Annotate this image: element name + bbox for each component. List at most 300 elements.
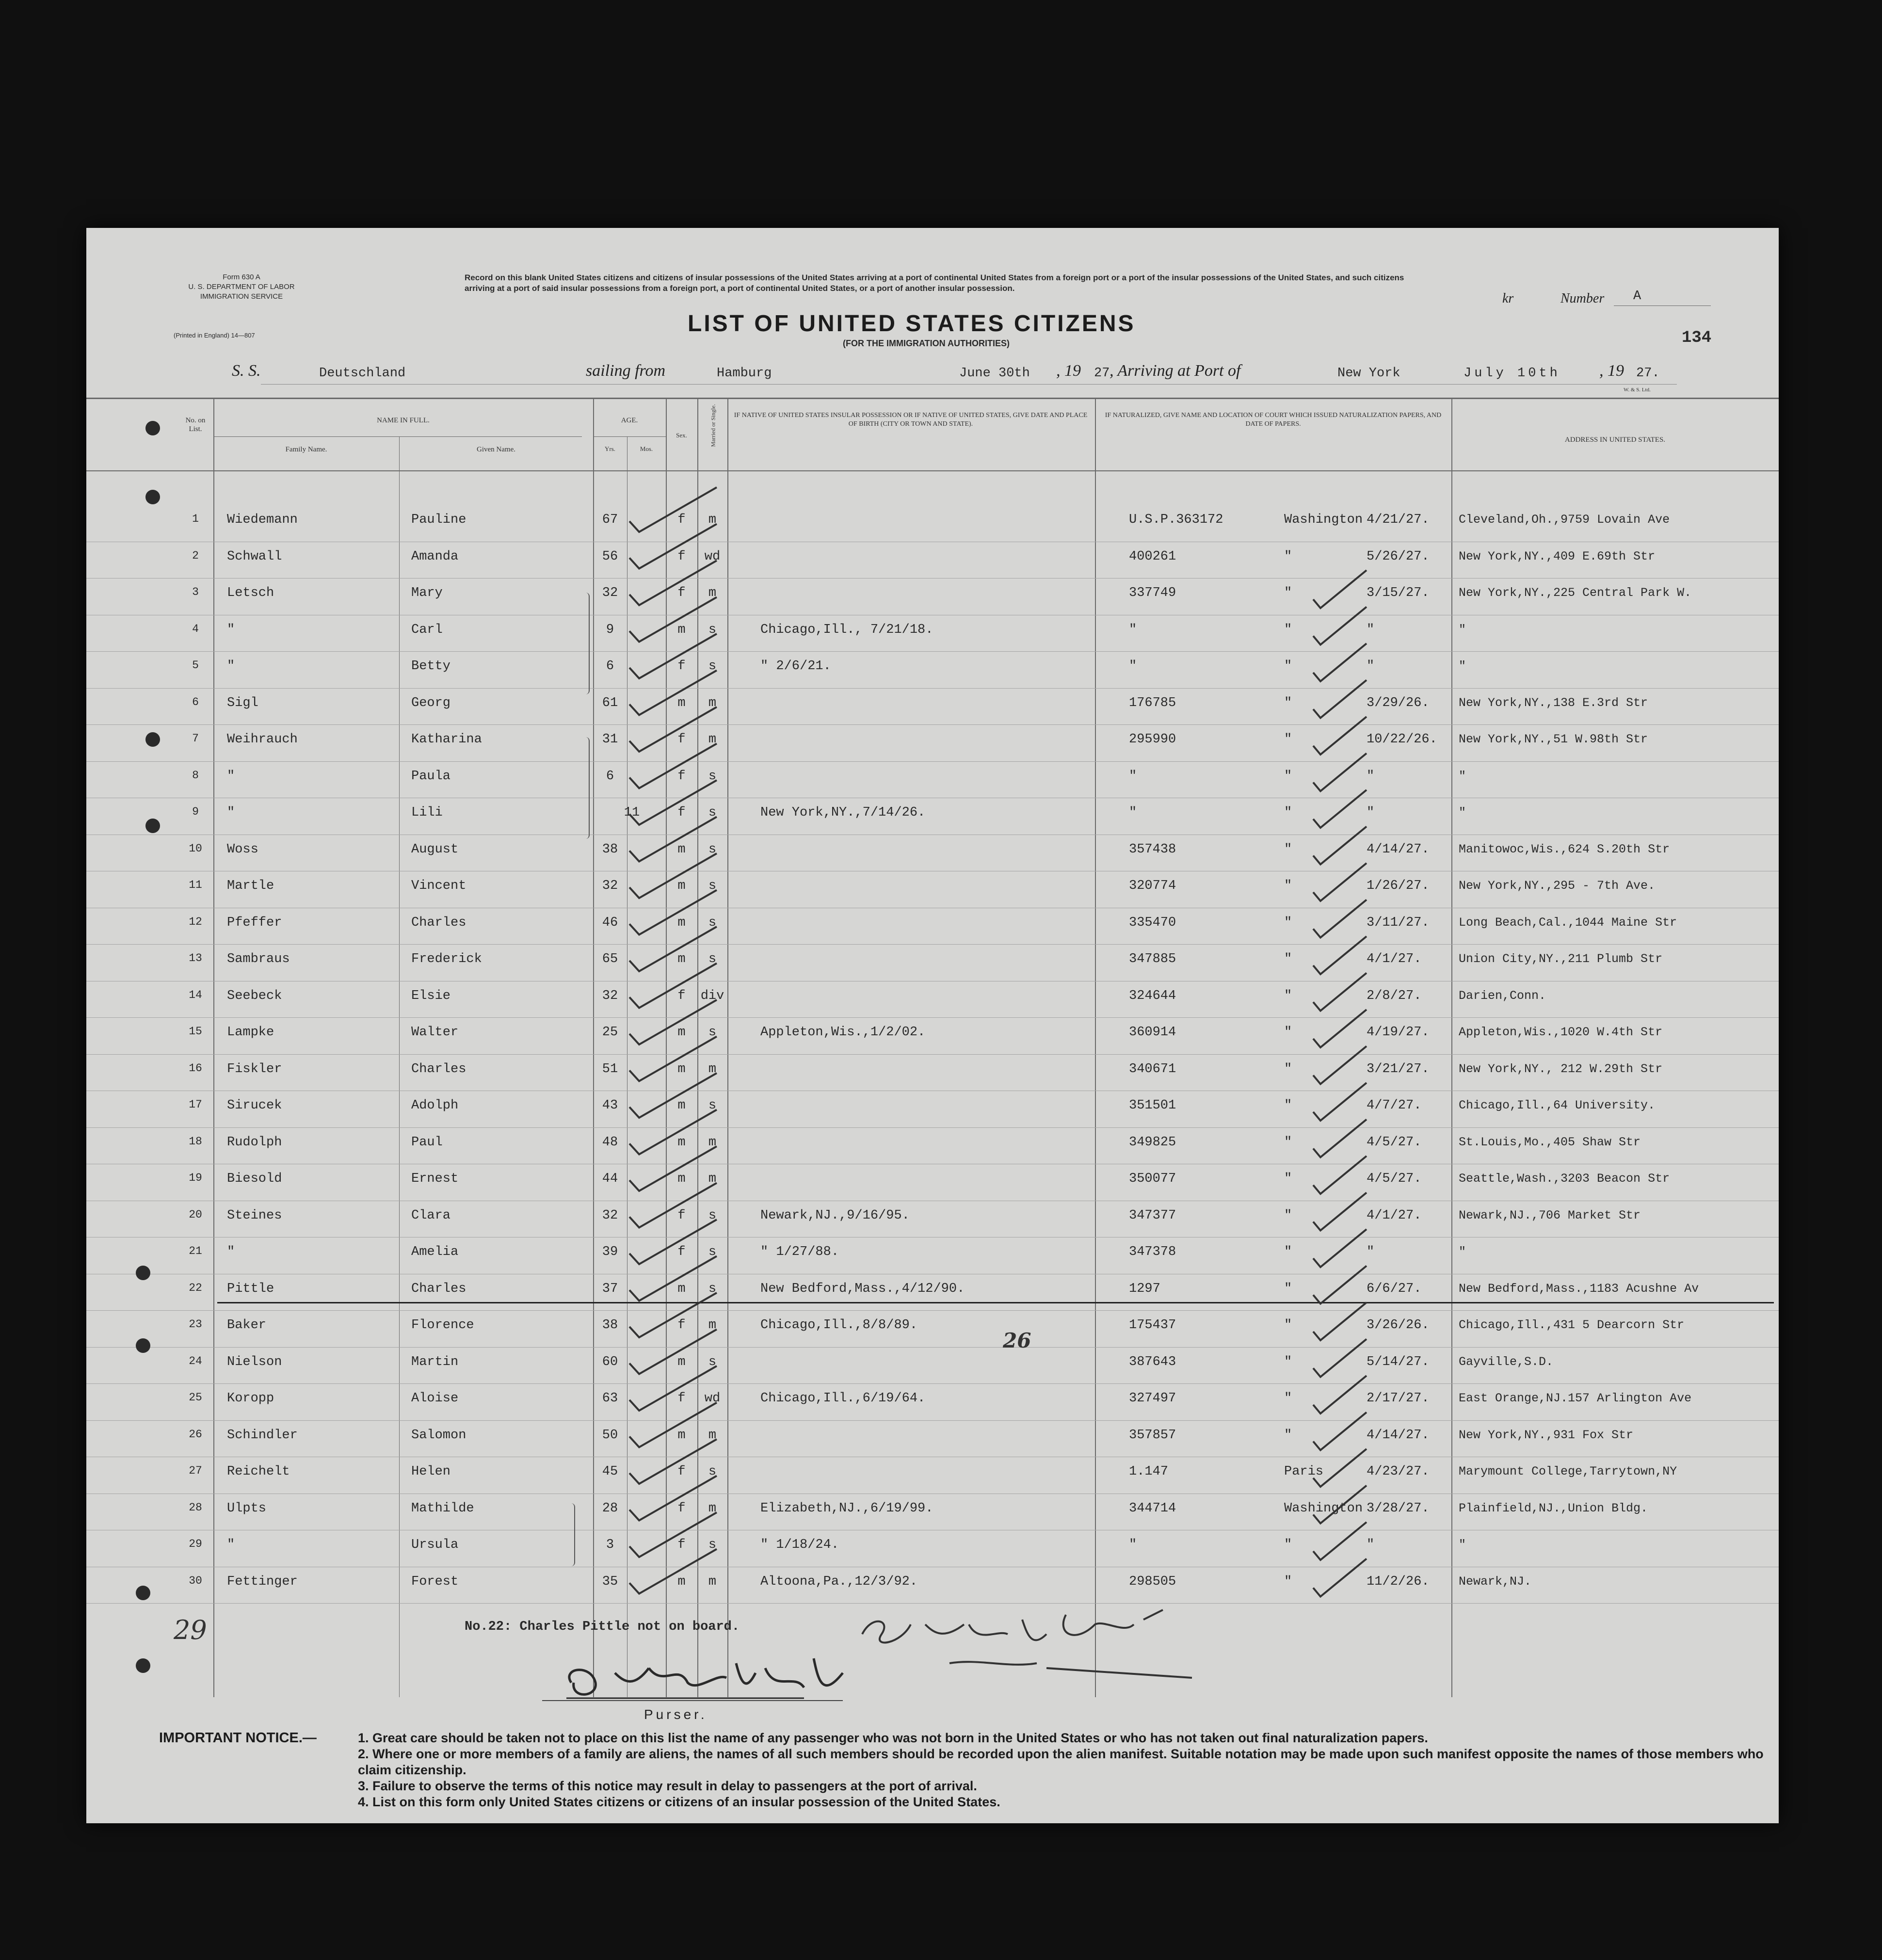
list-number: 15 [189,1025,202,1038]
list-number: 23 [189,1318,202,1331]
sex: f [677,586,686,600]
naturalization-paper: U.S.P.363172 [1129,513,1223,527]
naturalization-court: " [1284,732,1292,747]
punch-hole [145,490,160,504]
marital-status: m [708,1574,717,1589]
kr-mark: kr [1502,291,1514,306]
given-name: Salomon [411,1428,466,1443]
naturalization-date: 3/28/27. [1367,1501,1430,1516]
family-name: Rudolph [227,1135,282,1150]
given-name: Carl [411,622,443,637]
check-stroke [1313,607,1367,645]
marital-status: m [708,732,717,747]
sex: f [677,1208,686,1223]
age-years: 32 [602,1208,618,1223]
family-name: Sirucek [227,1098,282,1113]
check-stroke [1313,680,1367,718]
naturalization-court: " [1284,1135,1292,1150]
sail-year: 27 [1094,366,1110,381]
header-address: ADDRESS IN UNITED STATES. [1564,436,1666,444]
family-name: Biesold [227,1172,282,1186]
check-stroke [1313,827,1367,865]
naturalization-paper: 347377 [1129,1208,1176,1223]
naturalization-date: " [1367,622,1375,637]
naturalization-date: 2/8/27. [1367,988,1422,1003]
family-name: Pittle [227,1281,274,1296]
check-stroke [629,487,717,532]
purser-signature [552,1654,862,1707]
marital-status: s [708,1025,717,1040]
family-bracket-letsch [586,593,590,694]
age-years: 38 [602,1318,618,1333]
us-address: East Orange,NJ.157 Arlington Ave [1459,1391,1692,1405]
page-title: LIST OF UNITED STATES CITIZENS [688,311,1136,337]
given-name: Paula [411,769,451,784]
page-number: 134 [1682,329,1712,347]
naturalization-date: " [1367,805,1375,820]
header-yrs: Yrs. [604,445,616,452]
check-stroke [1313,717,1367,755]
naturalization-paper: 1297 [1129,1281,1160,1296]
given-name: Ernest [411,1172,459,1186]
important-notice-label: IMPORTANT NOTICE.— [159,1730,317,1746]
sex: m [677,1098,686,1113]
naturalization-paper: 320774 [1129,879,1176,893]
us-address: Long Beach,Cal.,1044 Maine Str [1459,915,1677,930]
marital-status: m [708,1135,717,1150]
naturalization-court: " [1284,1574,1292,1589]
marital-status: s [708,1354,717,1369]
marital-status: s [708,1098,717,1113]
arrival-port: New York [1337,366,1400,381]
us-address: New York,NY.,409 E.69th Str [1459,549,1656,563]
sex: m [677,915,686,930]
list-number: 12 [189,915,202,928]
us-address: Chicago,Ill.,431 5 Dearcorn Str [1459,1318,1685,1332]
marital-status: m [708,695,717,710]
us-address: Seattle,Wash.,3203 Beacon Str [1459,1172,1670,1186]
naturalization-paper: 360914 [1129,1025,1176,1040]
marital-status: s [708,1208,717,1223]
header-name-in-full: NAME IN FULL. [377,417,430,424]
sex: m [677,1354,686,1369]
check-marks [86,228,1779,1823]
age-years: 39 [602,1245,618,1259]
age-years: 28 [602,1501,618,1516]
notice-item-1: 1. Great care should be taken not to place on this list the name of any passenger who was not born in the United States or who has not taken out final naturalization papers. [358,1731,1428,1745]
age-years: 67 [602,513,618,527]
given-name: Elsie [411,988,451,1003]
marital-status: m [708,1172,717,1186]
naturalization-paper: 357857 [1129,1428,1176,1443]
us-address: New York,NY.,931 Fox Str [1459,1428,1634,1442]
naturalization-paper: 176785 [1129,695,1176,710]
header-naturalized: IF NATURALIZED, GIVE NAME AND LOCATION OF COURT WHICH ISSUED NATURALIZATION PAPERS, AND DATE OF PAPERS. [1105,412,1442,428]
given-name: Adolph [411,1098,459,1113]
naturalization-paper: 1.147 [1129,1464,1169,1479]
family-name: Weihrauch [227,732,298,747]
us-address: New York,NY.,51 W.98th Str [1459,732,1648,746]
sex: m [677,1061,686,1076]
naturalization-date: 11/2/26. [1367,1574,1430,1589]
age-years: 63 [602,1391,618,1406]
check-stroke [1313,1156,1367,1194]
given-name: Frederick [411,952,482,966]
given-name: Vincent [411,879,466,893]
sex: f [677,805,686,820]
given-name: Charles [411,1061,466,1076]
naturalization-court: " [1284,622,1292,637]
list-number: 17 [189,1098,202,1111]
naturalization-paper: 387643 [1129,1354,1176,1369]
age-years: 6 [606,659,614,674]
age-years: 48 [602,1135,618,1150]
naturalization-court: " [1284,988,1292,1003]
naturalization-date: 10/22/26. [1367,732,1437,747]
us-address: Chicago,Ill.,64 University. [1459,1098,1656,1112]
naturalization-court: " [1284,1245,1292,1259]
check-stroke [1313,1302,1367,1340]
age-years: 60 [602,1354,618,1369]
manifest-sheet [86,228,1779,1823]
us-address: Union City,NY.,211 Plumb Str [1459,952,1663,966]
naturalization-court: " [1284,549,1292,564]
sex: f [677,1538,686,1552]
naturalization-court: " [1284,1061,1292,1076]
age-years: 32 [602,988,618,1003]
list-number: 5 [192,659,199,672]
us-address: New York,NY.,138 E.3rd Str [1459,695,1648,710]
marital-status: s [708,1245,717,1259]
family-name: Koropp [227,1391,274,1406]
check-stroke [1313,1120,1367,1157]
naturalization-court: " [1284,586,1292,600]
us-address: Cleveland,Oh.,9759 Lovain Ave [1459,513,1670,527]
list-number: 10 [189,842,202,855]
age-years: 3 [606,1538,614,1552]
naturalization-paper: 400261 [1129,549,1176,564]
header-birth: IF NATIVE OF UNITED STATES INSULAR POSSESSION OR IF NATIVE OF UNITED STATES, GIVE DATE AND PLACE OF BIRTH (CITY OR TOWN AND STATE). [734,412,1088,428]
age-years: 51 [602,1061,618,1076]
given-name: Pauline [411,513,466,527]
punch-hole [145,421,160,435]
punch-hole [145,819,160,833]
naturalization-court: " [1284,659,1292,674]
given-name: Lili [411,805,443,820]
naturalization-paper: 347378 [1129,1245,1176,1259]
page-subtitle: (FOR THE IMMIGRATION AUTHORITIES) [843,338,1010,348]
sex: m [677,1025,686,1040]
us-address: St.Louis,Mo.,405 Shaw Str [1459,1135,1641,1149]
given-name: Charles [411,915,466,930]
birth-place-date: " 1/18/24. [760,1538,839,1552]
given-name: Georg [411,695,451,710]
age-years: 37 [602,1281,618,1296]
sex: m [677,842,686,857]
sex: f [677,732,686,747]
naturalization-court: " [1284,1098,1292,1113]
marital-status: m [708,586,717,600]
sail-date: June 30th [959,366,1030,381]
naturalization-paper: 324644 [1129,988,1176,1003]
age-years: 61 [602,695,618,710]
family-name: Wiedemann [227,513,298,527]
list-number: 27 [189,1464,202,1477]
marital-status: s [708,915,717,930]
naturalization-paper: 175437 [1129,1318,1176,1333]
family-bracket-ulpts [571,1503,575,1566]
age-years: 65 [602,952,618,966]
age-years: 32 [602,586,618,600]
marital-status: s [708,952,717,966]
list-number: 29 [189,1538,202,1550]
naturalization-court: Washington [1284,1501,1363,1516]
family-name: Sambraus [227,952,290,966]
marital-status: s [708,769,717,784]
given-name: Martin [411,1354,459,1369]
naturalization-paper: 347885 [1129,952,1176,966]
us-address: " [1459,805,1466,819]
marital-status: s [708,1464,717,1479]
naturalization-paper: 351501 [1129,1098,1176,1113]
given-name: Amanda [411,549,459,564]
naturalization-date: 4/1/27. [1367,1208,1422,1223]
sex: f [677,659,686,674]
us-address: " [1459,1538,1466,1552]
list-number: 26 [189,1428,202,1441]
not-on-board-note: No.22: Charles Pittle not on board. [465,1620,740,1634]
naturalization-date: " [1367,1538,1375,1552]
list-number: 28 [189,1501,202,1514]
family-name: " [227,1538,235,1552]
marital-status: m [708,1061,717,1076]
given-name: August [411,842,459,857]
ss-label: S. S. [232,362,261,380]
us-address: Appleton,Wis.,1020 W.4th Str [1459,1025,1663,1039]
naturalization-date: " [1367,1245,1375,1259]
family-name: Fettinger [227,1574,298,1589]
header-mos: Mos. [640,445,653,452]
form-number: Form 630 A [223,273,260,281]
naturalization-court: " [1284,1281,1292,1296]
naturalization-paper: 357438 [1129,842,1176,857]
notice-item-3: 3. Failure to observe the terms of this notice may result in delay to passengers at the port of arrival. [358,1779,977,1793]
header-sex: Sex. [676,432,687,439]
age-years: 31 [602,732,618,747]
family-name: Schindler [227,1428,298,1443]
us-address: New York,NY.,295 - 7th Ave. [1459,879,1656,893]
check-stroke [1313,863,1367,901]
family-name: Nielson [227,1354,282,1369]
marital-status: s [708,622,717,637]
family-name: " [227,659,235,674]
marital-status: div [700,988,724,1003]
naturalization-court: " [1284,952,1292,966]
marital-status: s [708,879,717,893]
family-name: " [227,769,235,784]
family-name: Seebeck [227,988,282,1003]
header-family-name: Family Name. [285,446,327,453]
marital-status: s [708,805,717,820]
notice-item-4: 4. List on this form only United States citizens or citizens of an insular possession of the United States. [358,1795,1000,1809]
check-stroke [1313,1486,1367,1524]
us-address: Newark,NJ. [1459,1574,1532,1589]
family-name: Martle [227,879,274,893]
us-address: Newark,NJ.,706 Market Str [1459,1208,1641,1222]
arrival-year: 27. [1636,366,1660,381]
us-address: " [1459,769,1466,783]
check-stroke [1313,1339,1367,1377]
punch-hole [136,1658,150,1673]
naturalization-paper: 337749 [1129,586,1176,600]
sex: m [677,879,686,893]
family-name: " [227,622,235,637]
naturalization-court: " [1284,1208,1292,1223]
naturalization-date: " [1367,769,1375,784]
naturalization-court: Washington [1284,513,1363,527]
naturalization-date: 4/14/27. [1367,1428,1430,1443]
check-stroke [1313,643,1367,681]
sex: f [677,513,686,527]
check-stroke [1313,1229,1367,1267]
family-name: Steines [227,1208,282,1223]
marital-status: wd [704,549,721,564]
naturalization-court: " [1284,1428,1292,1443]
list-number: 8 [192,769,199,782]
punch-hole [136,1266,150,1280]
naturalization-court: " [1284,1318,1292,1333]
arrival-year-prefix: , 19 [1599,362,1624,380]
birth-place-date: Appleton,Wis.,1/2/02. [760,1025,926,1040]
naturalization-date: 4/23/27. [1367,1464,1430,1479]
check-stroke [1313,1449,1367,1487]
marital-status: m [708,513,717,527]
us-address: Plainfield,NJ.,Union Bldg. [1459,1501,1648,1515]
header-married-or-single: Married or Single. [709,404,717,447]
naturalization-court: " [1284,879,1292,893]
us-address: Gayville,S.D. [1459,1354,1554,1369]
age-years: 35 [602,1574,618,1589]
check-stroke [1313,570,1367,608]
given-name: Ursula [411,1538,459,1552]
check-stroke [1313,1046,1367,1084]
list-number: 21 [189,1245,202,1257]
given-name: Aloise [411,1391,459,1406]
family-name: Sigl [227,695,258,710]
sex: f [677,549,686,564]
check-stroke [1313,790,1367,828]
naturalization-court: " [1284,1025,1292,1040]
instruction-text: Record on this blank United States citizens and citizens of insular possessions of the United States arriving at a port of continental United States from a foreign port or a port of the insular possessions of the United States, and such citizens arriving at a port of said insular possessions from a foreign port, a port of continental United States, or a port of another insular possession. [465,273,1404,293]
sex: f [677,1464,686,1479]
naturalization-date: 4/7/27. [1367,1098,1422,1113]
birth-place-date: Newark,NJ.,9/16/95. [760,1208,910,1223]
family-name: " [227,805,235,820]
header-no-on-list: No. on List. [185,417,206,433]
naturalization-paper: 298505 [1129,1574,1176,1589]
age-years: 50 [602,1428,618,1443]
age-years: 56 [602,549,618,564]
number-label: Number [1560,291,1605,306]
check-stroke [1313,1266,1367,1304]
family-name: Schwall [227,549,282,564]
sex: f [677,769,686,784]
naturalization-court: " [1284,842,1292,857]
list-number: 1 [192,513,199,525]
birth-place-date: Chicago,Ill.,8/8/89. [760,1318,918,1333]
check-stroke [1313,1522,1367,1560]
given-name: Walter [411,1025,459,1040]
naturalization-paper: 295990 [1129,732,1176,747]
family-name: " [227,1245,235,1259]
birth-place-date: " 2/6/21. [760,659,831,674]
naturalization-date: 4/5/27. [1367,1172,1422,1186]
sex: m [677,1281,686,1296]
naturalization-date: " [1367,659,1375,674]
naturalization-date: 4/5/27. [1367,1135,1422,1150]
check-stroke [1313,1559,1367,1597]
marital-status: m [708,1501,717,1516]
list-number: 9 [192,805,199,818]
list-number: 7 [192,732,199,745]
sex: m [677,1172,686,1186]
naturalization-court: " [1284,915,1292,930]
department: U. S. DEPARTMENT OF LABOR [188,283,295,291]
age-years: 43 [602,1098,618,1113]
notice-item-2: 2. Where one or more members of a family are aliens, the names of all such members should be recorded upon the alien manifest. Suitable notation may be made upon such manifest opposite the names of those members who claim citizenship. [358,1747,1764,1777]
age-years: 46 [602,915,618,930]
list-number: 19 [189,1172,202,1184]
family-name: Letsch [227,586,274,600]
printed-note: (Printed in England) 14—807 [174,332,255,339]
arriving-label: , Arriving at Port of [1110,362,1241,380]
check-stroke [1313,1413,1367,1450]
check-stroke [1313,1010,1367,1047]
given-name: Helen [411,1464,451,1479]
punch-hole [136,1338,150,1353]
marital-status: m [708,1428,717,1443]
check-stroke [1313,1083,1367,1121]
us-address: New York,NY.,225 Central Park W. [1459,586,1692,600]
us-address: Manitowoc,Wis.,624 S.20th Str [1459,842,1670,856]
naturalization-date: 3/21/27. [1367,1061,1430,1076]
list-number: 11 [189,879,202,891]
sex: m [677,622,686,637]
age-months: 11 [624,805,640,820]
age-years: 44 [602,1172,618,1186]
sex: f [677,1501,686,1516]
header-given-name: Given Name. [477,446,515,453]
purser-label: Purser. [644,1707,708,1722]
check-stroke [1313,900,1367,938]
inspector-signature [853,1605,1289,1683]
check-stroke [1313,1376,1367,1414]
naturalization-paper: 349825 [1129,1135,1176,1150]
list-number: 20 [189,1208,202,1221]
us-address: Marymount College,Tarrytown,NY [1459,1464,1677,1478]
family-name: Fiskler [227,1061,282,1076]
naturalization-date: 1/26/27. [1367,879,1430,893]
marital-status: s [708,842,717,857]
naturalization-court: Paris [1284,1464,1324,1479]
age-years: 45 [602,1464,618,1479]
punch-hole [136,1586,150,1600]
header-age: AGE. [621,417,638,424]
given-name: Amelia [411,1245,459,1259]
given-name: Forest [411,1574,459,1589]
family-name: Baker [227,1318,267,1333]
naturalization-court: " [1284,1538,1292,1552]
